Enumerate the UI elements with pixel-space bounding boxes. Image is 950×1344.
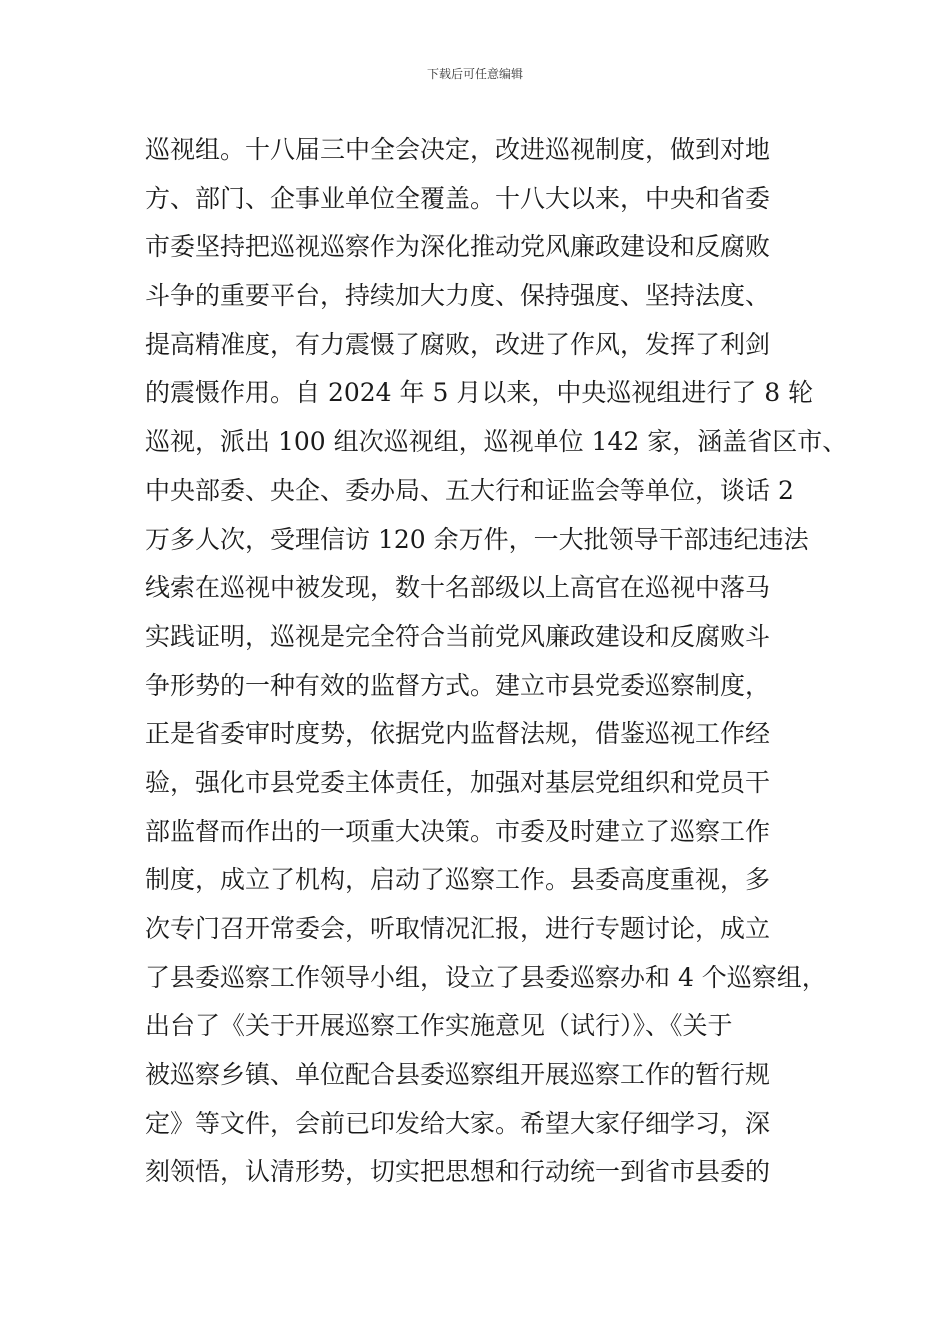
body-line: 刻领悟，认清形势，切实把思想和行动统一到省市县委的 <box>145 1157 771 1187</box>
body-line: 制度，成立了机构，启动了巡察工作。县委高度重视，多 <box>145 865 771 895</box>
body-line: 实践证明，巡视是完全符合当前党风廉政建设和反腐败斗 <box>145 621 771 651</box>
body-line: 部监督而作出的一项重大决策。市委及时建立了巡察工作 <box>145 816 771 846</box>
body-line: 线索在巡视中被发现，数十名部级以上高官在巡视中落马 <box>145 573 771 603</box>
body-line: 中央部委、央企、委办局、五大行和证监会等单位，谈话 2 <box>145 475 794 505</box>
body-line: 斗争的重要平台，持续加大力度、保持强度、坚持法度、 <box>145 281 771 311</box>
body-line: 了县委巡察工作领导小组，设立了县委巡察办和 4 个巡察组， <box>145 962 827 992</box>
body-line: 巡视组。十八届三中全会决定，改进巡视制度，做到对地 <box>145 135 771 164</box>
body-line: 被巡察乡镇、单位配合县委巡察组开展巡察工作的暂行规 <box>145 1060 771 1090</box>
page-header-note: 下载后可任意编辑 <box>426 67 523 81</box>
body-line: 争形势的一种有效的监督方式。建立市县党委巡察制度， <box>145 670 771 700</box>
body-line: 万多人次，受理信访 120 余万件，一大批领导干部违纪违法 <box>145 524 809 554</box>
body-line: 正是省委审时度势，依据党内监督法规，借鉴巡视工作经 <box>145 719 771 749</box>
body-line: 出台了《关于开展巡察工作实施意见（试行）》、《关于 <box>145 1011 733 1041</box>
body-line: 巡视，派出 100 组次巡视组，巡视单位 142 家，涵盖省区市、 <box>145 427 848 457</box>
body-line: 提高精准度，有力震慑了腐败，改进了作风，发挥了利剑 <box>145 329 771 359</box>
body-line: 方、部门、企事业单位全覆盖。十八大以来，中央和省委 <box>145 183 771 213</box>
body-line: 的震慑作用。自 2024 年 5 月以来，中央巡视组进行了 8 轮 <box>145 378 814 408</box>
body-line: 次专门召开常委会，听取情况汇报，进行专题讨论，成立 <box>145 914 771 943</box>
body-line: 验，强化市县党委主体责任，加强对基层党组织和党员干 <box>145 767 771 797</box>
body-line: 市委坚持把巡视巡察作为深化推动党风廉政建设和反腐败 <box>145 232 771 262</box>
document-body <box>145 126 848 1197</box>
body-line: 定》等文件，会前已印发给大家。希望大家仔细学习，深 <box>145 1108 771 1138</box>
